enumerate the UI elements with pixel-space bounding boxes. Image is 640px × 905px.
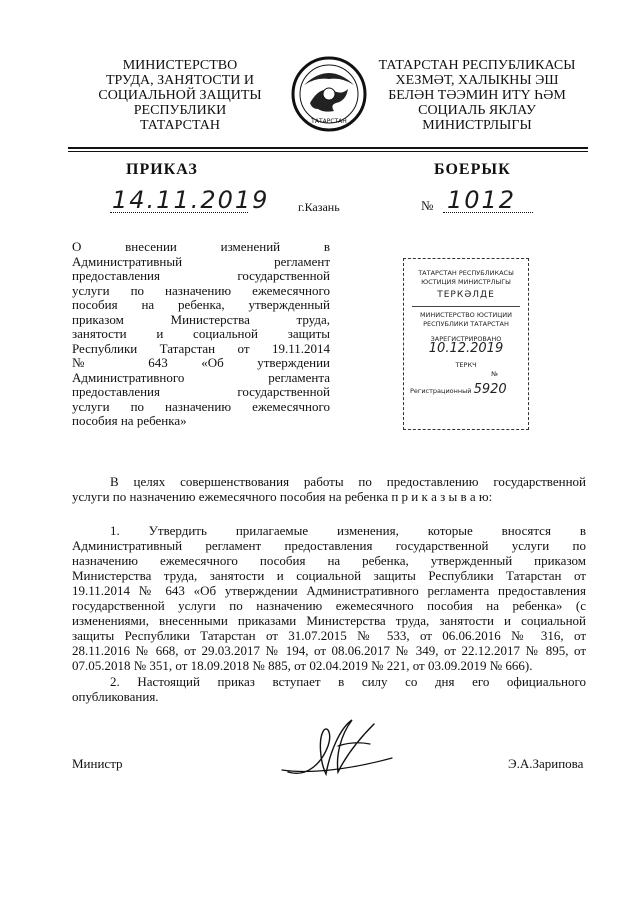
item-1-line: 1. Утвердить прилагаемые изменения, которые вносятся в <box>110 523 586 538</box>
stamp-line: РЕСПУБЛИКИ ТАТАРСТАН <box>423 320 509 328</box>
header-right-line: ТАТАРСТАН РЕСПУБЛИКАСЫ <box>378 58 576 73</box>
subject-line: занятости и социальной защиты <box>72 326 330 341</box>
subject-line: услуги по назначению ежемесячного <box>72 398 330 414</box>
preamble-line: услуги по назначению ежемесячного пособия на ребенка п р и к а з ы в а ю: <box>72 489 493 504</box>
stamp-line: МИНИСТЕРСТВО ЮСТИЦИИ <box>419 311 513 319</box>
emblem-text: ТАТАРСТАН <box>311 118 347 125</box>
subject-line: № 643 «Об утверждении <box>72 355 330 370</box>
order-subject <box>72 240 330 429</box>
subject-line: Административного регламента <box>72 369 330 385</box>
item-1-line: назначению ежемесячного пособия на ребенка, утвержденный приказом <box>72 553 586 568</box>
stamp-reg-row <box>404 382 528 397</box>
order-date: 14.11.2019 <box>112 186 270 214</box>
signatory-name: Э.А.Зарипова <box>508 756 584 771</box>
item-1-line: Министерства труда, занятости и социальной защиты Республики Татарстан от <box>72 568 586 583</box>
header-right-line: МИНИСТРЛЫГЫ <box>422 118 532 133</box>
stamp-line: ЮСТИЦИЯ МИНИСТРЛЫГЫ <box>421 278 511 286</box>
order-city: г.Казань <box>298 200 340 214</box>
stamp-line: ТАТАРСТАН РЕСПУБЛИКАСЫ <box>418 269 514 277</box>
subject-line: предоставления государственной <box>72 384 330 399</box>
subject-line: предоставления государственной <box>72 268 330 283</box>
header-divider <box>68 147 588 149</box>
subject-line: Республики Татарстан от 19.11.2014 <box>72 340 330 356</box>
header-right <box>372 58 582 133</box>
stamp-divider <box>412 306 520 307</box>
item-2-line: опубликования. <box>72 689 159 704</box>
header-left-line: ТАТАРСТАН <box>139 118 221 133</box>
preamble-line: В целях совершенствования работы по предоставлению государственной <box>110 474 586 489</box>
subject-line: пособия на ребенка» <box>72 413 187 428</box>
header-right-line: ХЕЗМӘТ, ХАЛЫКНЫ ЭШ <box>395 73 559 88</box>
header-right-line: БЕЛӘН ТӘЭМИН ИТҮ ҺӘМ <box>388 88 566 103</box>
registration-stamp <box>403 258 529 430</box>
tatarstan-emblem-icon <box>290 55 368 133</box>
header-left-line: МИНИСТЕРСТВО <box>122 58 238 73</box>
handwritten-signature <box>278 712 398 784</box>
date-underline <box>110 212 248 213</box>
order-title-tt: БОЕРЫК <box>434 161 511 178</box>
header-left-line: СОЦИАЛЬНОЙ ЗАЩИТЫ <box>98 88 262 103</box>
item-1-line: изменениями, внесенными приказами Министерства труда, занятости и социальной <box>72 613 586 628</box>
number-underline <box>443 212 533 213</box>
order-number-sign: № <box>421 198 434 213</box>
order-item-1 <box>72 523 586 673</box>
stamp-reg-number: 5920 <box>473 382 507 397</box>
stamp-line: ТЕРКӘЛДЕ <box>437 290 495 300</box>
preamble <box>72 474 586 504</box>
order-title-ru: ПРИКАЗ <box>126 161 198 178</box>
order-number: 1012 <box>447 186 517 214</box>
header-right-line: СОЦИАЛЬ ЯКЛАУ <box>418 103 536 118</box>
subject-line: приказом Министерства труда, <box>72 311 330 327</box>
stamp-reg-label: Регистрационный <box>410 387 472 395</box>
stamp-line: ТЕРКЧ <box>455 361 477 369</box>
item-1-line: государственной услуги по назначению ежемесячного пособия на ребенка» (с <box>72 598 586 613</box>
subject-line: услуги по назначению ежемесячного <box>72 282 330 298</box>
header-left-line: РЕСПУБЛИКИ <box>133 103 227 118</box>
stamp-reg-date: 10.12.2019 <box>428 341 504 356</box>
subject-line: О внесении изменений в <box>72 239 330 254</box>
subject-line: Административный регламент <box>72 253 330 269</box>
header-left <box>80 58 280 133</box>
item-1-line: 19.11.2014 № 643 «Об утверждении Административного регламента предоставления <box>72 583 586 598</box>
order-item-2 <box>72 674 586 704</box>
item-2-line: 2. Настоящий приказ вступает в силу со дня его официального <box>110 674 586 689</box>
item-1-line: защиты Республики Татарстан от 31.07.2015 № 533, от 06.06.2016 № 316, от <box>72 628 586 643</box>
signatory-position: Министр <box>72 756 123 771</box>
header-left-line: ТРУДА, ЗАНЯТОСТИ И <box>106 73 254 88</box>
header-divider-thin <box>68 151 588 152</box>
stamp-line: ЗАРЕГИСТРИРОВАНО <box>430 335 502 343</box>
subject-line: пособия на ребенка, утвержденный <box>72 297 330 312</box>
stamp-no-label: № <box>491 370 498 378</box>
item-1-line: 28.11.2016 № 668, от 29.03.2017 № 194, от 08.06.2017 № 349, от 22.12.2017 № 895, от <box>72 643 586 658</box>
item-1-line: 07.05.2018 № 351, от 18.09.2018 № 885, от 02.04.2019 № 221, от 03.09.2019 № 666). <box>72 658 533 673</box>
item-1-line: Административный регламент предоставления государственной услуги по <box>72 538 586 553</box>
